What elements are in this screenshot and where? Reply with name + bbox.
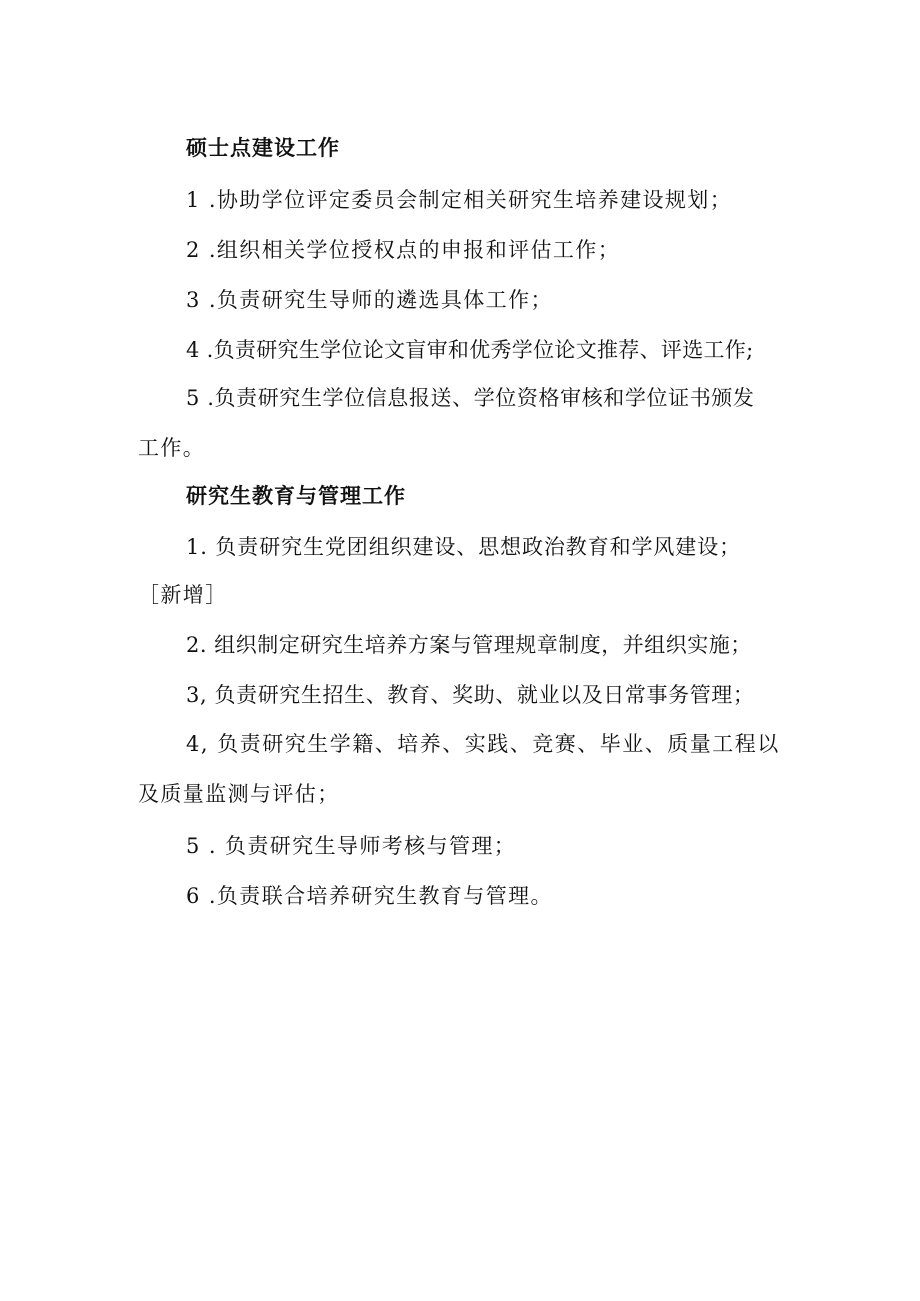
paragraph-line: 4 .负责研究生学位论文盲审和优秀学位论文推荐、评选工作; xyxy=(186,338,754,362)
list-item-continuation xyxy=(138,434,798,462)
section-heading: 硕士点建设工作 xyxy=(186,136,340,160)
paragraph-line: 2 .组织相关学位授权点的申报和评估工作； xyxy=(186,238,621,262)
list-item xyxy=(138,186,798,214)
paragraph-line: 及质量监测与评估； xyxy=(138,782,340,806)
list-item-continuation xyxy=(138,780,798,808)
list-item xyxy=(138,882,798,910)
list-item xyxy=(138,336,798,364)
list-item xyxy=(138,236,798,264)
paragraph-line: 2. 组织制定研究生培养方案与管理规章制度，并组织实施； xyxy=(186,633,752,657)
list-item xyxy=(138,533,798,561)
list-item xyxy=(138,286,798,314)
paragraph-line: 1 .协助学位评定委员会制定相关研究生培养建设规划； xyxy=(186,188,733,212)
list-item-continuation xyxy=(138,581,798,609)
list-item xyxy=(138,730,798,758)
paragraph-line: 5 . 负责研究生导师考核与管理； xyxy=(186,834,517,858)
section-graduate-education xyxy=(138,482,798,510)
list-item xyxy=(138,631,798,659)
paragraph-line: 5 .负责研究生学位信息报送、学位资格审核和学位证书颁发 xyxy=(186,386,755,410)
paragraph-line: 3, 负责研究生招生、教育、奖助、就业以及日常事务管理； xyxy=(186,683,755,707)
list-item xyxy=(138,384,798,412)
paragraph-line: 1. 负责研究生党团组织建设、思想政治教育和学风建设； xyxy=(186,535,742,559)
section-master-program xyxy=(138,134,798,162)
section-heading: 研究生教育与管理工作 xyxy=(186,484,406,508)
paragraph-line: ［新增］ xyxy=(138,583,228,607)
paragraph-line: 6 .负责联合培养研究生教育与管理。 xyxy=(186,884,553,908)
list-item xyxy=(138,681,798,709)
paragraph-line: 工作。 xyxy=(138,436,206,460)
paragraph-line: 4, 负责研究生学籍、培养、实践、竞赛、毕业、质量工程以 xyxy=(186,732,780,756)
paragraph-line: 3 .负责研究生导师的遴选具体工作； xyxy=(186,288,553,312)
list-item xyxy=(138,832,798,860)
